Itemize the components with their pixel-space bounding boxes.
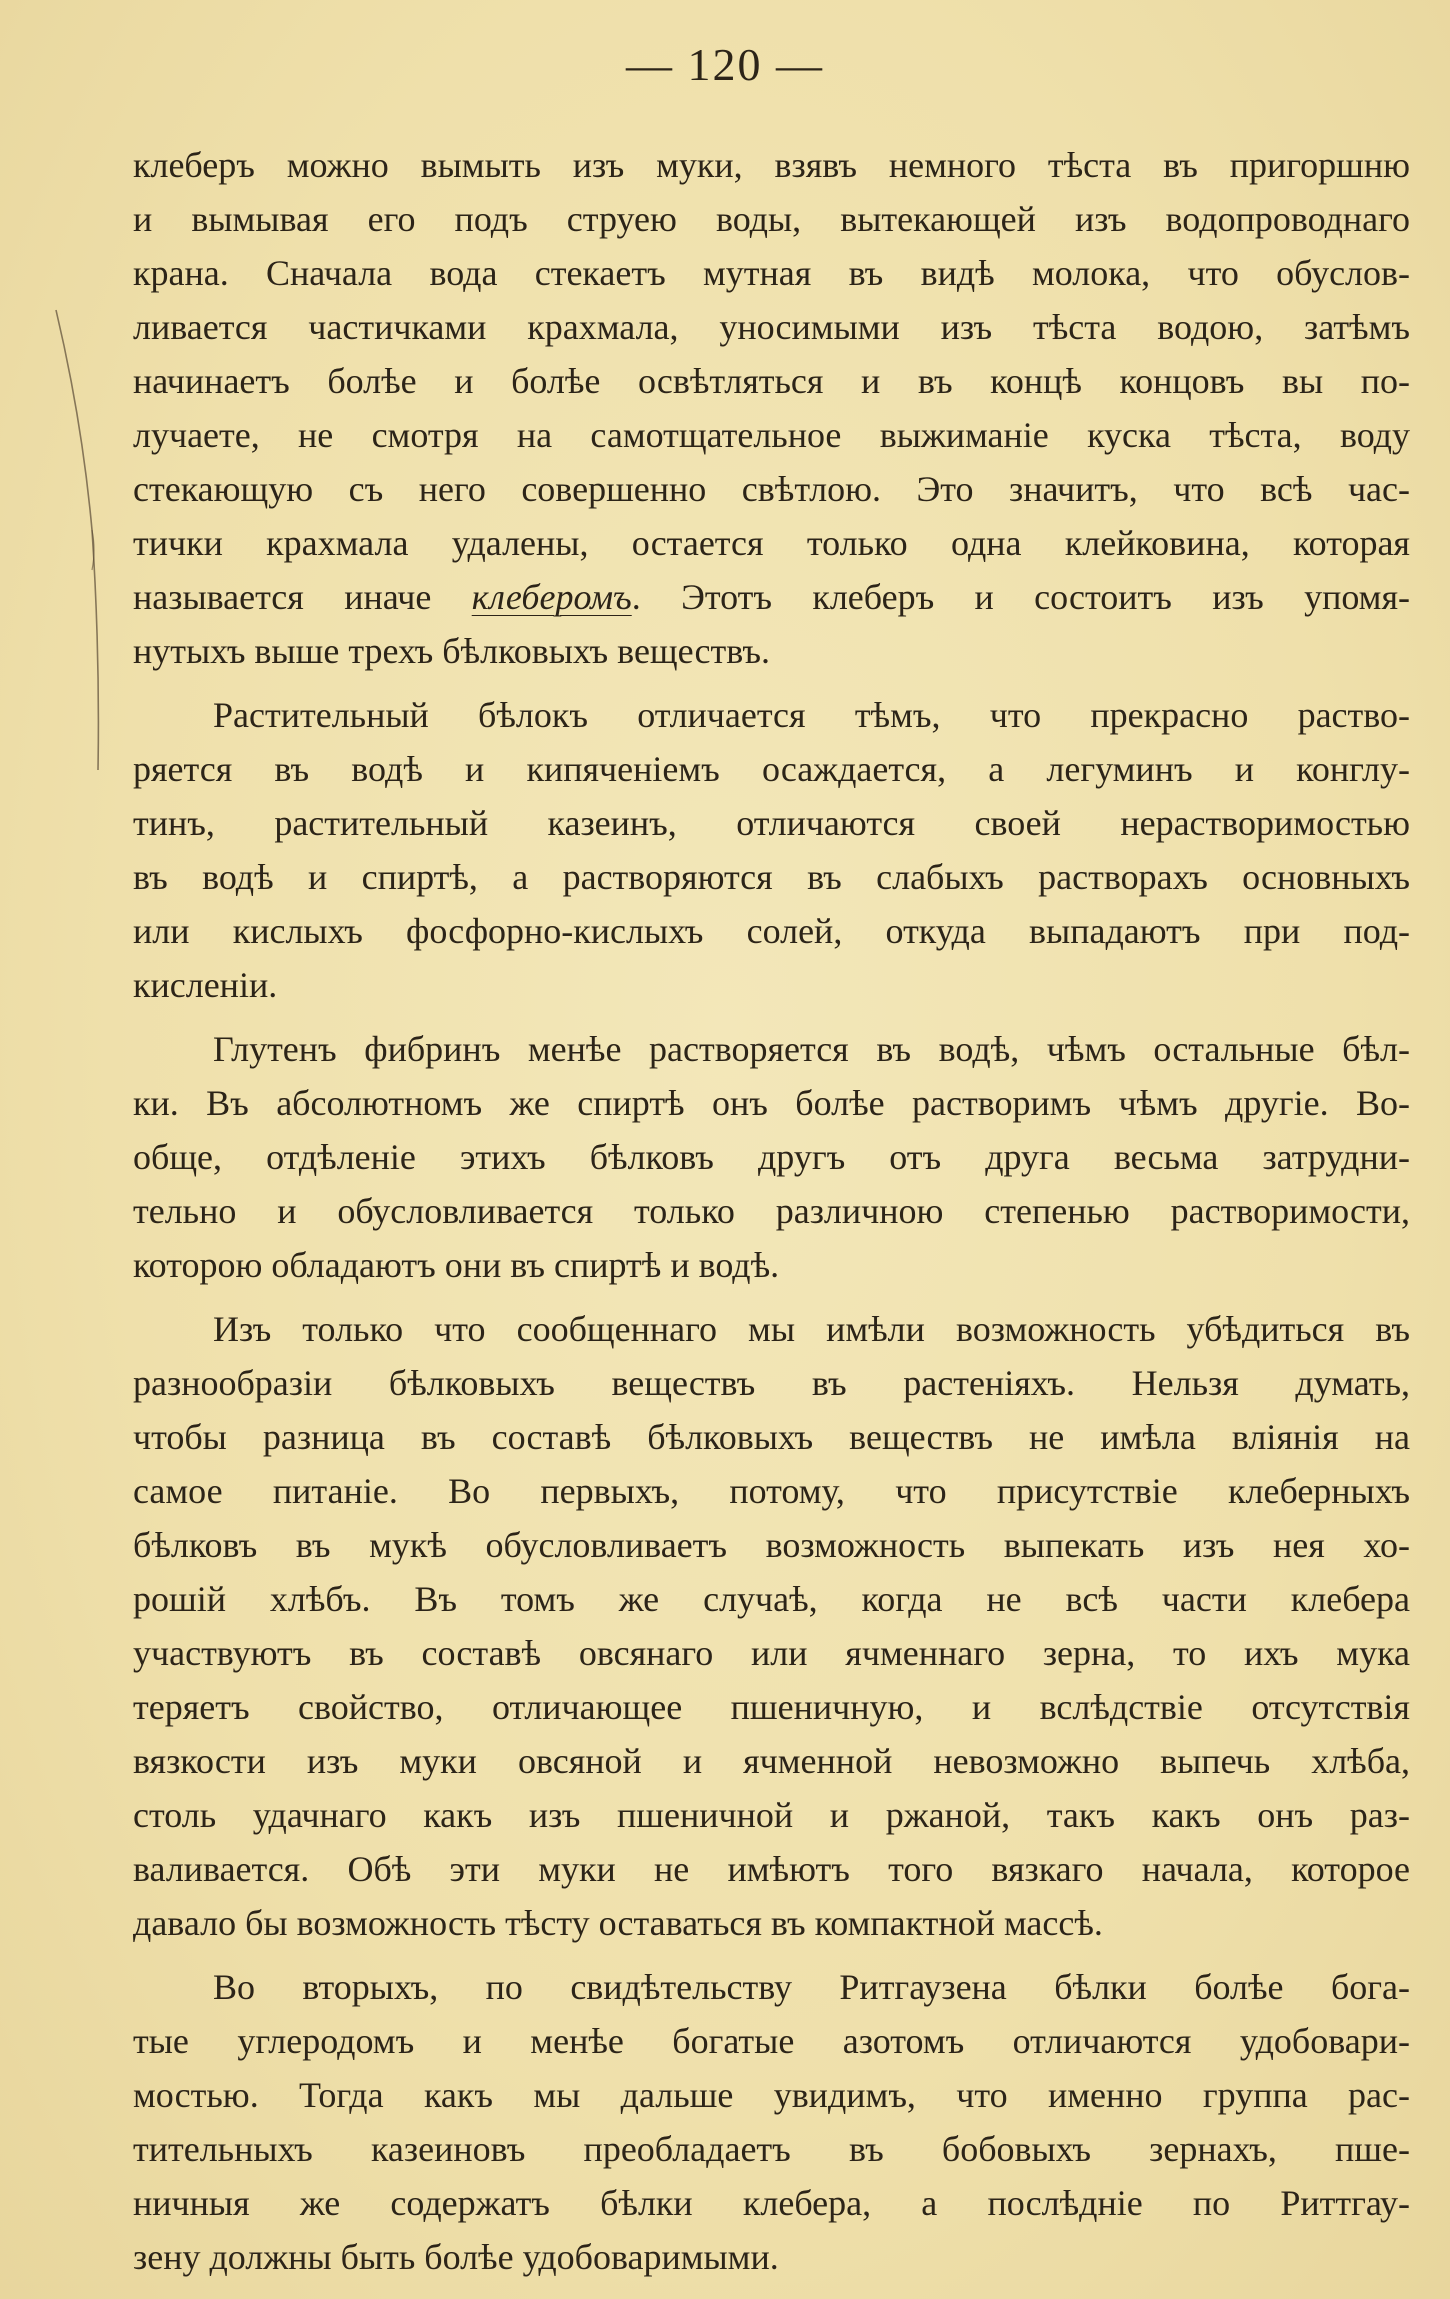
- text-line: ки. Въ абсолютномъ же спиртѣ онъ болѣе растворимъ чѣмъ другіе. Во-: [133, 1083, 1410, 1123]
- text-line: или кислыхъ фосфорно-кислыхъ солей, откуда выпадаютъ при под-: [133, 911, 1410, 951]
- paragraph: [133, 1302, 1410, 1950]
- text-line: разнообразіи бѣлковыхъ веществъ въ растеніяхъ. Нельзя думать,: [133, 1363, 1410, 1403]
- text-line: крана. Сначала вода стекаетъ мутная въ видѣ молока, что обуслов-: [133, 253, 1410, 293]
- text-line: лучаете, не смотря на самотщательное выжиманіе куска тѣста, воду: [133, 415, 1410, 455]
- text-line: Изъ только что сообщеннаго мы имѣли возможность убѣдиться въ: [213, 1309, 1410, 1349]
- paragraph: [133, 138, 1410, 678]
- text-line: столь удачнаго какъ изъ пшеничной и ржаной, такъ какъ онъ раз-: [133, 1795, 1410, 1835]
- text-line-with-term: [133, 570, 1410, 624]
- text-line: давало бы возможность тѣсту оставаться въ компактной массѣ.: [133, 1903, 1103, 1943]
- text-line: вязкости изъ муки овсяной и ячменной невозможно выпечь хлѣба,: [133, 1741, 1410, 1781]
- paragraph: [133, 1022, 1410, 1292]
- margin-pencil-mark: [52, 300, 122, 780]
- text-line: самое питаніе. Во первыхъ, потому, что присутствіе клеберныхъ: [133, 1471, 1410, 1511]
- line-segment: называется иначе: [133, 577, 472, 617]
- italic-term: клеберомъ: [471, 577, 632, 617]
- text-line: зену должны быть болѣе удобоваримыми.: [133, 2237, 779, 2277]
- text-line: въ водѣ и спиртѣ, а растворяются въ слабыхъ растворахъ основныхъ: [133, 857, 1410, 897]
- text-line: стекающую съ него совершенно свѣтлою. Это значитъ, что всѣ час-: [133, 469, 1410, 509]
- text-line: ничныя же содержатъ бѣлки клебера, а послѣдніе по Риттгау-: [133, 2183, 1410, 2223]
- text-line: нутыхъ выше трехъ бѣлковыхъ веществъ.: [133, 631, 770, 671]
- paragraph: [133, 1960, 1410, 2284]
- text-line: тельно и обусловливается только различною степенью растворимости,: [133, 1191, 1410, 1231]
- text-line: мостью. Тогда какъ мы дальше увидимъ, что именно группа рас-: [133, 2075, 1410, 2115]
- text-line: начинаетъ болѣе и болѣе освѣтляться и въ концѣ концовъ вы по-: [133, 361, 1410, 401]
- text-line: Глутенъ фибринъ менѣе растворяется въ водѣ, чѣмъ остальные бѣл-: [213, 1029, 1410, 1069]
- text-line: кисленіи.: [133, 965, 278, 1005]
- text-line: чтобы разница въ составѣ бѣлковыхъ веществъ не имѣла вліянія на: [133, 1417, 1410, 1457]
- paragraph: [133, 688, 1410, 1012]
- text-line: ливается частичками крахмала, уносимыми изъ тѣста водою, затѣмъ: [133, 307, 1410, 347]
- body-text: [133, 138, 1410, 2284]
- text-line: рошій хлѣбъ. Въ томъ же случаѣ, когда не всѣ части клебера: [133, 1579, 1410, 1619]
- text-line: Растительный бѣлокъ отличается тѣмъ, что прекрасно раство-: [213, 695, 1410, 735]
- text-line: участвуютъ въ составѣ овсянаго или ячменнаго зерна, то ихъ мука: [133, 1633, 1410, 1673]
- text-line: теряетъ свойство, отличающее пшеничную, и вслѣдствіе отсутствія: [133, 1687, 1410, 1727]
- text-line: тички крахмала удалены, остается только одна клейковина, которая: [133, 523, 1410, 563]
- text-line: обще, отдѣленіе этихъ бѣлковъ другъ отъ друга весьма затрудни-: [133, 1137, 1410, 1177]
- text-line: валивается. Обѣ эти муки не имѣютъ того вязкаго начала, которое: [133, 1849, 1410, 1889]
- text-line: и вымывая его подъ струею воды, вытекающей изъ водопроводнаго: [133, 199, 1410, 239]
- text-line: которою обладаютъ они въ спиртѣ и водѣ.: [133, 1245, 780, 1285]
- text-line: тинъ, растительный казеинъ, отличаются своей нерастворимостью: [133, 803, 1410, 843]
- text-line: ряется въ водѣ и кипяченіемъ осаждается, а легуминъ и конглу-: [133, 749, 1410, 789]
- text-line: тительныхъ казеиновъ преобладаетъ въ бобовыхъ зернахъ, пше-: [133, 2129, 1410, 2169]
- text-line: Во вторыхъ, по свидѣтельству Ритгаузена бѣлки болѣе бога-: [213, 1967, 1410, 2007]
- text-line: тые углеродомъ и менѣе богатые азотомъ отличаются удобовари-: [133, 2021, 1410, 2061]
- text-line: бѣлковъ въ мукѣ обусловливаетъ возможность выпекать изъ нея хо-: [133, 1525, 1410, 1565]
- text-line: клеберъ можно вымыть изъ муки, взявъ немного тѣста въ пригоршню: [133, 145, 1410, 185]
- page-number: — 120 —: [626, 39, 824, 90]
- line-segment: . Этотъ клеберъ и состоитъ изъ упомя-: [631, 577, 1410, 617]
